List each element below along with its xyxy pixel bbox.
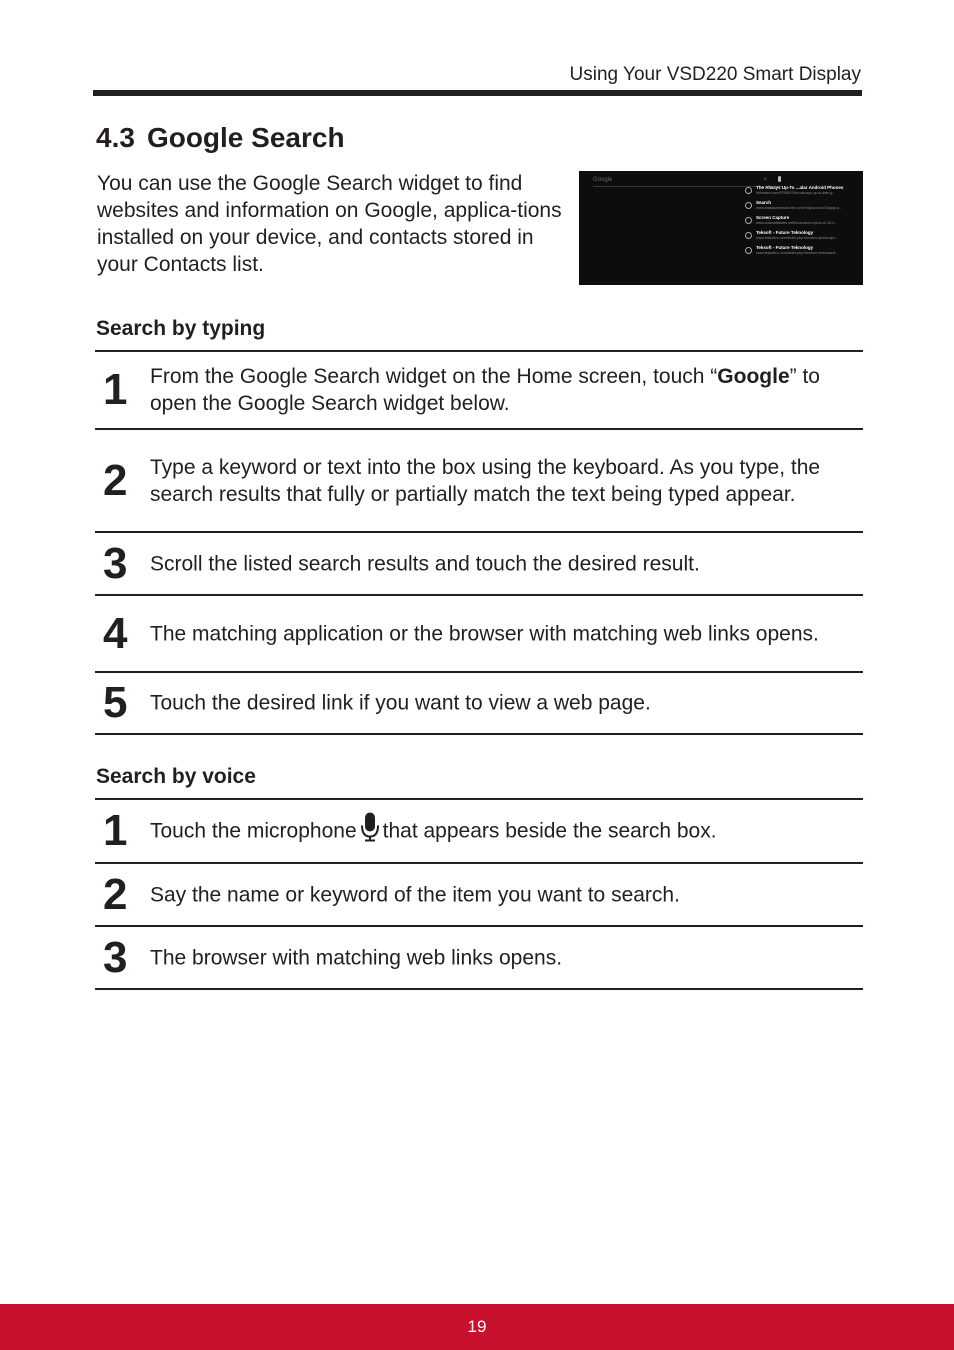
step-text: Touch the desired link if you want to view a web page. — [150, 691, 651, 715]
intro-paragraph: You can use the Google Search widget to find websites and information on Google, applica-tions installed on your device, and contacts stored in your Contacts list. — [97, 172, 562, 276]
step-number: 3 — [103, 538, 128, 588]
step-number: 2 — [103, 869, 128, 919]
screenshot-result-item — [745, 185, 859, 200]
voice-step-2 — [95, 862, 863, 925]
clock-icon — [745, 217, 752, 224]
typing-step-2 — [95, 428, 863, 531]
typing-step-5 — [95, 671, 863, 735]
step-number: 1 — [103, 806, 128, 855]
step-text-before: Touch the microphone — [150, 819, 357, 843]
result-title: Teksoft - Future Teknology — [756, 245, 814, 250]
footer-bar — [0, 1304, 954, 1350]
microphone-icon — [778, 176, 781, 182]
google-search-screenshot — [579, 171, 863, 285]
clock-icon — [745, 232, 752, 239]
voice-step-3 — [95, 925, 863, 990]
step-text-before: From the Google Search widget on the Home screen, touch “ — [150, 365, 718, 388]
step-text — [150, 813, 843, 850]
step-number: 2 — [103, 455, 128, 505]
clock-icon — [745, 247, 752, 254]
search-by-typing-heading: Search by typing — [96, 317, 266, 340]
result-title: Teksoft - Future Teknology — [756, 230, 814, 235]
search-by-voice-heading: Search by voice — [96, 765, 256, 788]
typing-step-1 — [95, 350, 863, 428]
step-text: The browser with matching web links opens. — [150, 946, 563, 969]
result-title: Screen Capture — [756, 215, 790, 220]
header-rule — [93, 90, 862, 96]
section-number: 4.3 — [96, 122, 135, 153]
typing-step-4 — [95, 594, 863, 671]
screenshot-result-item — [745, 200, 859, 215]
step-text-after: that appears beside the search box. — [382, 819, 717, 843]
microphone-icon — [361, 813, 379, 850]
clear-icon: × — [763, 177, 767, 183]
screenshot-result-item — [745, 230, 859, 245]
step-text-after: ” to open the Google Search widget below. — [150, 365, 820, 415]
step-number: 1 — [103, 365, 128, 414]
screenshot-result-item — [745, 215, 859, 230]
step-number: 4 — [103, 608, 128, 658]
screenshot-results-list — [745, 185, 859, 260]
clock-icon — [745, 202, 752, 209]
section-title-text: Google Search — [146, 122, 345, 153]
google-emphasis: Google — [717, 365, 790, 388]
voice-step-1 — [95, 798, 863, 862]
step-number: 5 — [103, 678, 128, 727]
running-header: Using Your VSD220 Smart Display — [569, 64, 861, 85]
typing-steps — [95, 350, 863, 735]
result-title: Search — [756, 200, 772, 205]
screenshot-search-placeholder: Google — [593, 177, 613, 183]
step-text: Scroll the listed search results and touch the desired result. — [150, 552, 700, 575]
step-number: 3 — [103, 932, 128, 982]
step-text: Say the name or keyword of the item you want to search. — [150, 883, 680, 906]
typing-step-3 — [95, 531, 863, 594]
result-url: 9tifunbes.com/9795597/the-always-up-to-date-g... — [756, 191, 836, 195]
voice-steps — [95, 798, 863, 990]
step-text — [150, 363, 843, 417]
result-url: www.easybusinessincme.com/?ckpscurck=02ppg=a... — [756, 206, 842, 210]
page-number: 19 — [467, 1317, 487, 1336]
result-title: The Always Up-To ...alar Android Phones — [756, 185, 844, 190]
section-title — [96, 122, 345, 154]
result-url: www.androidtablets.net/forum/ssm-cprvio-of-10-3... — [756, 221, 838, 225]
step-text: Type a keyword or text into the box using the keyboard. As you type, the search results that fully or partially match the text being typed appear. — [150, 455, 821, 506]
result-url: www.teksoftco.com/index.php?section=freesownfi... — [756, 251, 839, 255]
step-text: The matching application or the browser with matching web links opens. — [150, 622, 819, 645]
clock-icon — [745, 187, 752, 194]
screenshot-result-item — [745, 245, 859, 260]
result-url: www.teksoftco.com/index.php?section=productpu... — [756, 236, 838, 240]
